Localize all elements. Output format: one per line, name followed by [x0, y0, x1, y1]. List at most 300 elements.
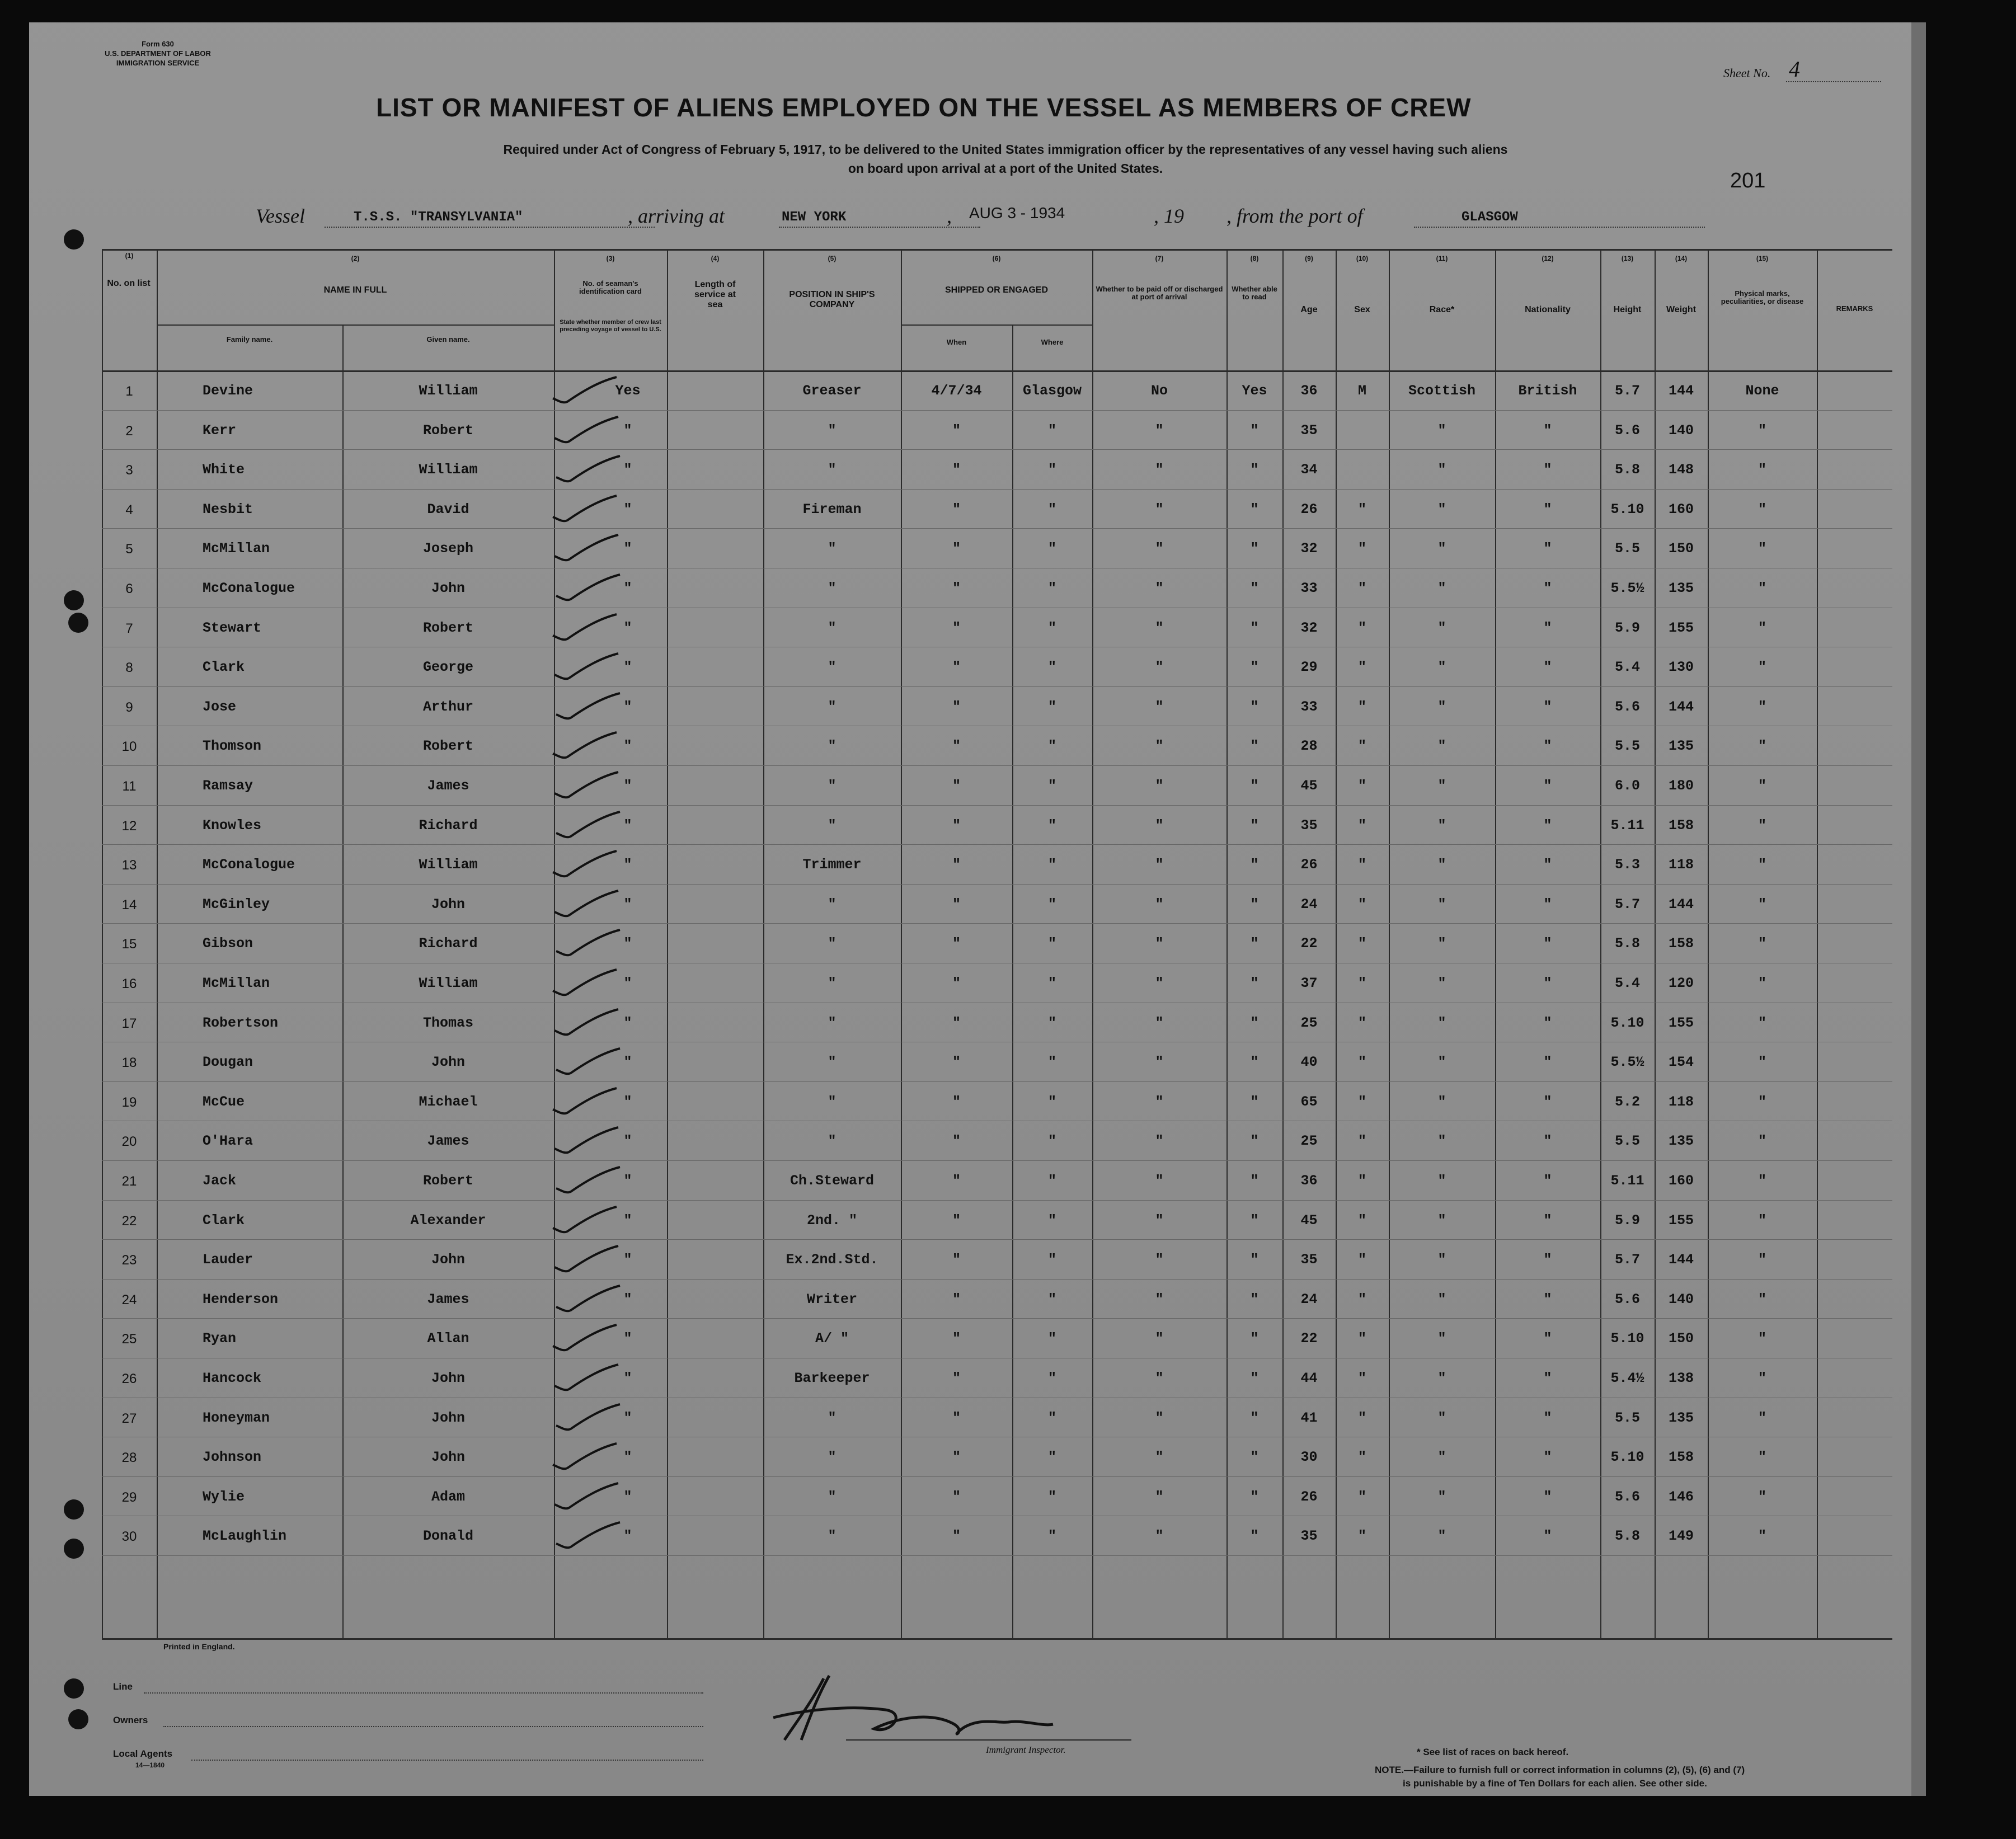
cell-position: Barkeeper [794, 1370, 870, 1386]
col-where: Where [1041, 338, 1064, 346]
cell-marks: " [1757, 1014, 1766, 1031]
cell-read: " [1250, 1133, 1259, 1150]
cell-given: Richard [419, 817, 478, 834]
col13-num: (13) [1621, 255, 1634, 262]
cell-prev: " [623, 1291, 632, 1307]
signature-icon [762, 1656, 1165, 1762]
cell-weight: 155 [1668, 1212, 1694, 1229]
cell-nationality: " [1543, 698, 1552, 715]
cell-position: " [828, 738, 837, 755]
cell-sex: " [1357, 659, 1366, 676]
cell-where: " [1047, 659, 1056, 676]
cell-race: " [1437, 1528, 1446, 1545]
cell-age: 37 [1300, 975, 1318, 991]
cell-family: Dougan [203, 1054, 253, 1071]
cell-position: Greaser [802, 383, 862, 399]
cell-paid: " [1155, 1133, 1164, 1150]
cell-height: 5.9 [1614, 619, 1640, 636]
cell-prev: " [623, 698, 632, 715]
cell-given: James [427, 1133, 469, 1150]
cell-given: John [431, 580, 465, 596]
cell-sex: " [1357, 1370, 1366, 1386]
cell-height: 5.5 [1614, 1409, 1640, 1426]
cell-prev: " [623, 580, 632, 596]
cell-where: " [1047, 1133, 1056, 1150]
cell-given: John [431, 1449, 465, 1466]
cell-paid: " [1155, 619, 1164, 636]
cell-race: " [1437, 1291, 1446, 1307]
cell-when: " [952, 1330, 961, 1347]
cell-weight: 118 [1668, 1093, 1694, 1110]
cell-paid: " [1155, 462, 1164, 478]
cell-position: " [828, 580, 837, 596]
cell-age: 25 [1300, 1133, 1318, 1150]
cell-position: 2nd. " [806, 1212, 857, 1229]
cell-race: " [1437, 738, 1446, 755]
cell-prev: " [623, 935, 632, 952]
cell-age: 26 [1300, 1488, 1318, 1505]
cell-where: " [1047, 935, 1056, 952]
col-when: When [946, 338, 967, 346]
cell-age: 36 [1300, 383, 1318, 399]
cell-read: " [1250, 580, 1259, 596]
cell-nationality: " [1543, 1528, 1552, 1545]
cell-when: 4/7/34 [931, 383, 982, 399]
cell-when: " [952, 659, 961, 676]
cell-nationality: " [1543, 817, 1552, 834]
cell-height: 5.11 [1610, 1173, 1644, 1189]
row-number: 13 [121, 858, 137, 873]
cell-where: " [1047, 1370, 1056, 1386]
cell-race: " [1437, 540, 1446, 557]
cell-position: " [828, 1409, 837, 1426]
punch-hole-icon [64, 229, 84, 250]
cell-weight: 144 [1668, 383, 1694, 399]
cell-prev: " [623, 1449, 632, 1466]
cell-sex: " [1357, 1014, 1366, 1031]
cell-sex: " [1357, 1449, 1366, 1466]
cell-nationality: " [1543, 619, 1552, 636]
cell-family: Jose [203, 698, 237, 715]
cell-race: " [1437, 1370, 1446, 1386]
form-number: Form 630 [142, 40, 174, 48]
row-number: 5 [125, 542, 133, 557]
cell-read: " [1250, 1370, 1259, 1386]
cell-position: Ch.Steward [790, 1173, 875, 1189]
cell-nationality: British [1518, 383, 1577, 399]
cell-sex: " [1357, 1409, 1366, 1426]
cell-position: " [828, 1449, 837, 1466]
cell-race: " [1437, 698, 1446, 715]
col2-num: (2) [351, 255, 360, 262]
cell-race: " [1437, 659, 1446, 676]
cell-marks: " [1757, 422, 1766, 439]
cell-marks: " [1757, 619, 1766, 636]
cell-nationality: " [1543, 738, 1552, 755]
cell-position: " [828, 1488, 837, 1505]
sheet-number-value: 4 [1789, 57, 1800, 82]
cell-height: 5.7 [1614, 1252, 1640, 1268]
cell-height: 5.5 [1614, 738, 1640, 755]
cell-nationality: " [1543, 501, 1552, 518]
cell-position: " [828, 422, 837, 439]
cell-when: " [952, 935, 961, 952]
cell-marks: " [1757, 1370, 1766, 1386]
cell-height: 5.6 [1614, 698, 1640, 715]
row-number: 21 [121, 1174, 137, 1189]
cell-read: " [1250, 935, 1259, 952]
cell-when: " [952, 1370, 961, 1386]
cell-sex: " [1357, 540, 1366, 557]
cell-height: 5.10 [1610, 1014, 1644, 1031]
cell-race: " [1437, 619, 1446, 636]
cell-where: " [1047, 501, 1056, 518]
cell-family: Johnson [203, 1449, 262, 1466]
cell-where: " [1047, 817, 1056, 834]
cell-sex: " [1357, 778, 1366, 794]
cell-position: " [828, 1093, 837, 1110]
subtitle [264, 140, 1747, 178]
cell-when: " [952, 698, 961, 715]
department-name: U.S. DEPARTMENT OF LABOR [105, 49, 211, 58]
col-given-name: Given name. [426, 335, 470, 344]
cell-paid: " [1155, 1291, 1164, 1307]
cell-where: " [1047, 1093, 1056, 1110]
col-previous-voyage: State whether member of crew last preceding voyage of vessel to U.S. [560, 319, 661, 333]
cell-given: John [431, 1409, 465, 1426]
cell-sex: " [1357, 857, 1366, 873]
cell-marks: " [1757, 1054, 1766, 1071]
cell-given: Alexander [410, 1212, 486, 1229]
vessel-name: T.S.S. "TRANSYLVANIA" [354, 210, 523, 225]
cell-height: 5.5 [1614, 540, 1640, 557]
cell-race: " [1437, 1409, 1446, 1426]
cell-height: 5.6 [1614, 422, 1640, 439]
cell-family: Knowles [203, 817, 262, 834]
cell-height: 5.9 [1614, 1212, 1640, 1229]
col8-num: (8) [1250, 255, 1259, 262]
cell-paid: " [1155, 422, 1164, 439]
cell-where: " [1047, 422, 1056, 439]
cell-prev: " [623, 1330, 632, 1347]
cell-family: Gibson [203, 935, 253, 952]
cell-prev: " [623, 738, 632, 755]
cell-read: " [1250, 659, 1259, 676]
cell-given: Robert [422, 1173, 473, 1189]
cell-position: " [828, 1014, 837, 1031]
col1-num: (1) [125, 252, 134, 260]
cell-given: Michael [419, 1093, 478, 1110]
cell-marks: " [1757, 1291, 1766, 1307]
local-agents-label: Local Agents [113, 1748, 173, 1759]
punch-hole-icon [64, 1539, 84, 1559]
cell-position: " [828, 619, 837, 636]
cell-family: Jack [203, 1173, 237, 1189]
cell-sex: " [1357, 935, 1366, 952]
cell-marks: " [1757, 975, 1766, 991]
cell-age: 29 [1300, 659, 1318, 676]
cell-marks: " [1757, 738, 1766, 755]
cell-family: Robertson [203, 1014, 279, 1031]
cell-given: William [419, 975, 478, 991]
col9-num: (9) [1305, 255, 1313, 262]
cell-read: " [1250, 462, 1259, 478]
cell-prev: " [623, 857, 632, 873]
cell-race: " [1437, 896, 1446, 913]
row-number: 22 [121, 1213, 137, 1229]
subtitle-line-2: on board upon arrival at a port of the United States. [848, 161, 1163, 176]
cell-race: " [1437, 1093, 1446, 1110]
cell-when: " [952, 817, 961, 834]
cell-family: Ryan [203, 1330, 237, 1347]
cell-nationality: " [1543, 1291, 1552, 1307]
cell-where: " [1047, 1212, 1056, 1229]
cell-position: " [828, 935, 837, 952]
cell-marks: " [1757, 462, 1766, 478]
cell-sex: " [1357, 501, 1366, 518]
cell-weight: 150 [1668, 540, 1694, 557]
cell-family: Thomson [203, 738, 262, 755]
col-name-in-full: NAME IN FULL [323, 285, 387, 295]
cell-when: " [952, 857, 961, 873]
cell-paid: " [1155, 1014, 1164, 1031]
cell-race: " [1437, 778, 1446, 794]
cell-nationality: " [1543, 1330, 1552, 1347]
cell-prev: " [623, 1370, 632, 1386]
cell-race: Scottish [1408, 383, 1476, 399]
col14-num: (14) [1675, 255, 1688, 262]
cell-weight: 135 [1668, 1133, 1694, 1150]
cell-weight: 140 [1668, 422, 1694, 439]
cell-family: Lauder [203, 1252, 253, 1268]
subtitle-line-1: Required under Act of Congress of February 5, 1917, to be delivered to the United States immigration officer by the representatives of any vessel having such aliens [503, 142, 1508, 157]
row-number: 11 [122, 779, 137, 794]
cell-weight: 135 [1668, 738, 1694, 755]
cell-prev: " [623, 540, 632, 557]
cell-given: John [431, 1370, 465, 1386]
cell-read: " [1250, 1252, 1259, 1268]
cell-sex: " [1357, 817, 1366, 834]
cell-given: William [419, 857, 478, 873]
cell-nationality: " [1543, 896, 1552, 913]
cell-paid: " [1155, 1252, 1164, 1268]
cell-when: " [952, 896, 961, 913]
cell-nationality: " [1543, 1409, 1552, 1426]
cell-paid: " [1155, 501, 1164, 518]
cell-height: 5.5½ [1610, 580, 1644, 596]
inspector-label: Immigrant Inspector. [986, 1744, 1066, 1755]
cell-read: " [1250, 540, 1259, 557]
cell-marks: " [1757, 778, 1766, 794]
cell-given: John [431, 1252, 465, 1268]
cell-age: 34 [1300, 462, 1318, 478]
row-number: 25 [121, 1332, 137, 1347]
cell-height: 5.5 [1614, 1133, 1640, 1150]
cell-where: " [1047, 975, 1056, 991]
cell-family: McConalogue [203, 580, 295, 596]
cell-race: " [1437, 462, 1446, 478]
vessel-label: Vessel [256, 205, 305, 227]
cell-height: 5.4 [1614, 975, 1640, 991]
cell-family: White [203, 462, 245, 478]
cell-where: " [1047, 1330, 1056, 1347]
cell-marks: " [1757, 817, 1766, 834]
cell-when: " [952, 1528, 961, 1545]
cell-where: Glasgow [1022, 383, 1082, 399]
cell-when: " [952, 975, 961, 991]
cell-nationality: " [1543, 778, 1552, 794]
cell-position: Writer [806, 1291, 857, 1307]
cell-weight: 148 [1668, 462, 1694, 478]
cell-given: David [427, 501, 469, 518]
cell-family: McLaughlin [203, 1528, 287, 1545]
col7-num: (7) [1155, 255, 1164, 262]
cell-read: " [1250, 817, 1259, 834]
page-title: LIST OR MANIFEST OF ALIENS EMPLOYED ON THE VESSEL AS MEMBERS OF CREW [376, 93, 1472, 122]
cell-weight: 154 [1668, 1054, 1694, 1071]
row-number: 17 [121, 1015, 137, 1031]
col-able-to-read: Whether able to read [1232, 285, 1277, 301]
cell-race: " [1437, 975, 1446, 991]
cell-age: 26 [1300, 501, 1318, 518]
cell-read: " [1250, 1409, 1259, 1426]
cell-age: 33 [1300, 698, 1318, 715]
cell-nationality: " [1543, 462, 1552, 478]
col15-num: (15) [1756, 255, 1769, 262]
cell-age: 26 [1300, 857, 1318, 873]
cell-given: Allan [427, 1330, 469, 1347]
cell-prev: " [623, 1014, 632, 1031]
cell-given: James [427, 778, 469, 794]
punch-hole-icon [68, 1709, 88, 1729]
cell-height: 5.4 [1614, 659, 1640, 676]
cell-position: " [828, 540, 837, 557]
cell-when: " [952, 580, 961, 596]
col-length-of-service: Length of service at sea [694, 280, 736, 309]
cell-when: " [952, 422, 961, 439]
col-age: Age [1300, 305, 1318, 314]
cell-weight: 150 [1668, 1330, 1694, 1347]
cell-marks: " [1757, 896, 1766, 913]
cell-when: " [952, 1291, 961, 1307]
cell-race: " [1437, 1488, 1446, 1505]
cell-position: " [828, 817, 837, 834]
cell-race: " [1437, 935, 1446, 952]
cell-marks: " [1757, 540, 1766, 557]
cell-prev: " [623, 1173, 632, 1189]
cell-given: James [427, 1291, 469, 1307]
col-family-name: Family name. [226, 335, 273, 344]
cell-position: Trimmer [802, 857, 862, 873]
cell-height: 5.11 [1610, 817, 1644, 834]
cell-age: 24 [1300, 1291, 1318, 1307]
col-no-on-list: No. on list [107, 279, 151, 288]
cell-position: " [828, 659, 837, 676]
cell-marks: " [1757, 698, 1766, 715]
cell-paid: " [1155, 857, 1164, 873]
printed-note: Printed in England. [163, 1642, 235, 1651]
cell-marks: " [1757, 1449, 1766, 1466]
cell-age: 40 [1300, 1054, 1318, 1071]
cell-height: 5.10 [1610, 1330, 1644, 1347]
cell-weight: 138 [1668, 1370, 1694, 1386]
cell-nationality: " [1543, 857, 1552, 873]
cell-prev: " [623, 422, 632, 439]
col6-num: (6) [992, 255, 1001, 262]
cell-age: 35 [1300, 817, 1318, 834]
penalty-note-line-2: is punishable by a fine of Ten Dollars for each alien. See other side. [1403, 1778, 1707, 1789]
cell-marks: " [1757, 1173, 1766, 1189]
cell-paid: " [1155, 580, 1164, 596]
cell-prev: " [623, 1488, 632, 1505]
cell-where: " [1047, 857, 1056, 873]
cell-family: Honeyman [203, 1409, 270, 1426]
cell-marks: " [1757, 1409, 1766, 1426]
cell-position: A/ " [815, 1330, 849, 1347]
cell-nationality: " [1543, 1488, 1552, 1505]
cell-marks: " [1757, 935, 1766, 952]
cell-where: " [1047, 738, 1056, 755]
cell-where: " [1047, 1528, 1056, 1545]
cell-where: " [1047, 1014, 1056, 1031]
sheet-number-label: Sheet No. [1723, 66, 1771, 80]
cell-sex: " [1357, 1212, 1366, 1229]
cell-age: 28 [1300, 738, 1318, 755]
cell-sex: " [1357, 1330, 1366, 1347]
cell-prev: " [623, 1409, 632, 1426]
cell-weight: 155 [1668, 1014, 1694, 1031]
cell-family: Kerr [203, 422, 237, 439]
cell-when: " [952, 1054, 961, 1071]
penalty-note [1375, 1763, 1745, 1790]
cell-read: " [1250, 896, 1259, 913]
cell-position: " [828, 975, 837, 991]
cell-given: William [419, 462, 478, 478]
cell-paid: " [1155, 935, 1164, 952]
row-number: 9 [125, 699, 133, 715]
row-number: 16 [121, 976, 137, 991]
row-number: 24 [121, 1292, 137, 1307]
owners-label: Owners [113, 1715, 148, 1725]
cell-height: 5.7 [1614, 896, 1640, 913]
cell-nationality: " [1543, 1370, 1552, 1386]
cell-family: Stewart [203, 619, 262, 636]
cell-paid: " [1155, 1409, 1164, 1426]
cell-weight: 158 [1668, 1449, 1694, 1466]
cell-marks: " [1757, 659, 1766, 676]
service-name: IMMIGRATION SERVICE [116, 59, 200, 67]
cell-family: Nesbit [203, 501, 253, 518]
row-number: 8 [125, 660, 133, 676]
cell-sex: " [1357, 1528, 1366, 1545]
col-id-card: No. of seaman's identification card [579, 279, 642, 295]
punch-hole-icon [64, 1499, 84, 1520]
cell-weight: 155 [1668, 619, 1694, 636]
cell-weight: 135 [1668, 580, 1694, 596]
cell-marks: " [1757, 1252, 1766, 1268]
cell-height: 5.3 [1614, 857, 1640, 873]
cell-given: Robert [422, 738, 473, 755]
cell-height: 5.6 [1614, 1291, 1640, 1307]
cell-race: " [1437, 817, 1446, 834]
cell-read: " [1250, 422, 1259, 439]
cell-position: " [828, 778, 837, 794]
cell-prev: " [623, 1133, 632, 1150]
col-shipped-engaged: SHIPPED OR ENGAGED [944, 285, 1049, 295]
cell-paid: " [1155, 896, 1164, 913]
cell-family: McMillan [203, 975, 270, 991]
cell-read: Yes [1242, 383, 1267, 399]
